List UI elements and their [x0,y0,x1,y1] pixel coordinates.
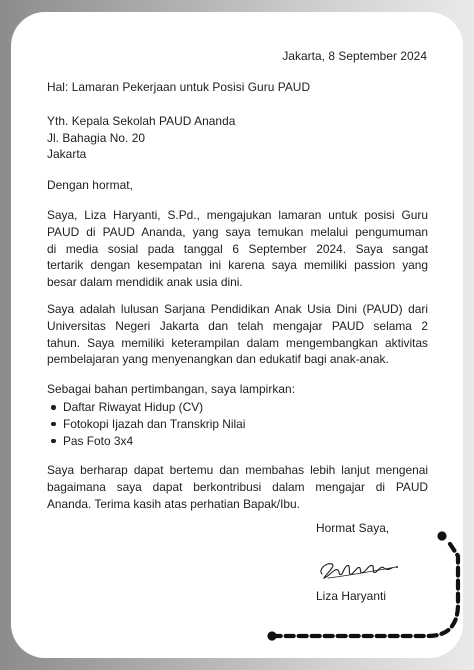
paragraph-line: bagaimana saya dapat berkontribusi dalam mengajar di PAUD [47,479,428,494]
paragraph-line: Universitas Negeri Jakarta dan telah mengajar PAUD selama 2 [47,318,428,333]
closing-salutation: Hormat Saya, [316,521,390,535]
paragraph-line: Ananda. Terima kasih atas perhatian Bapak/Ibu. [47,496,300,511]
place-date: Jakarta, 8 September 2024 [282,49,427,63]
paragraph-closing [47,462,428,512]
recipient-line: Jakarta [47,147,87,161]
paragraph-line: tahun. Saya memiliki keterampilan dalam mengembangkan aktivitas [47,335,428,350]
recipient-line: Yth. Kepala Sekolah PAUD Ananda [47,114,236,128]
paragraph-line: tertarik dengan kesempatan ini karena saya memiliki passion yang [47,258,428,273]
attachments-list [47,399,245,449]
letter-subject: Hal: Lamaran Pekerjaan untuk Posisi Guru PAUD [47,80,311,94]
paragraph-line: pembelajaran yang menyenangkan dan edukatif bagi anak-anak. [47,352,389,367]
attachments-intro: Sebagai bahan pertimbangan, saya lampirkan: [47,382,296,396]
list-item: Pas Foto 3x4 [47,433,245,450]
paragraph-line: di media sosial pada tanggal 6 September 2024. Saya sangat [47,241,428,256]
signature-image [316,550,400,584]
paragraph-background [47,301,428,368]
greeting: Dengan hormat, [47,178,133,192]
list-item: Daftar Riwayat Hidup (CV) [47,399,245,416]
paragraph-line: PAUD di PAUD Ananda, yang saya temukan melalui pengumuman [47,224,428,239]
paragraph-line: Saya berharap dapat bertemu dan membahas lebih lanjut mengenai [47,463,428,477]
signer-name: Liza Haryanti [316,589,387,603]
recipient-line: Jl. Bahagia No. 20 [47,131,146,145]
paragraph-line: besar dalam mendidik anak usia dini. [47,275,243,290]
paragraph-line: Saya, Liza Haryanti, S.Pd., mengajukan lamaran untuk posisi Guru [47,208,428,222]
list-item: Fotokopi Ijazah dan Transkrip Nilai [47,416,245,433]
paragraph-line: Saya adalah lulusan Sarjana Pendidikan Anak Usia Dini (PAUD) dari [47,302,428,316]
paragraph-intro [47,207,428,291]
